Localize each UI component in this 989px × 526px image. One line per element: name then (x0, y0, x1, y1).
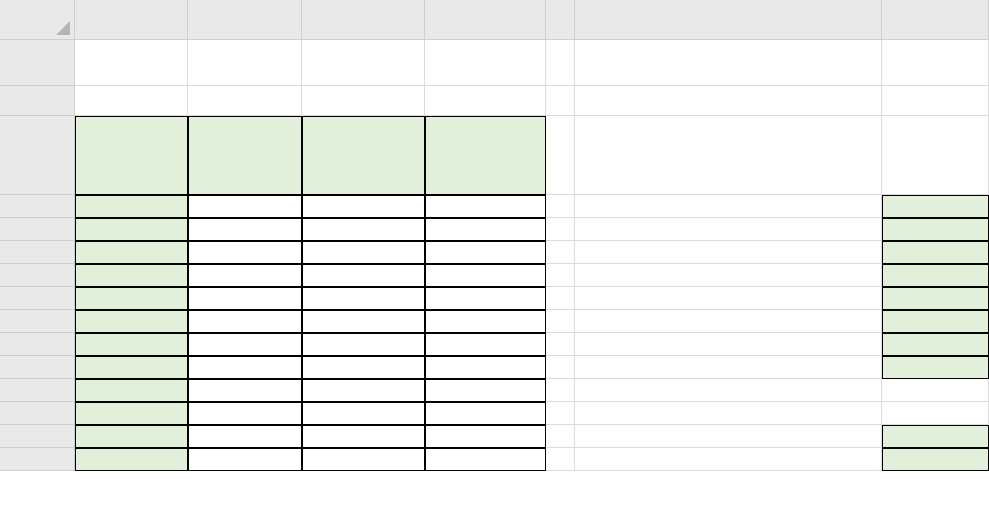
row-header-4[interactable] (0, 195, 75, 218)
sunshine-cell[interactable] (425, 356, 546, 379)
grid-cell[interactable] (546, 241, 575, 264)
grid-cell[interactable] (882, 116, 989, 195)
grid-cell[interactable] (546, 40, 575, 86)
month-cell[interactable] (75, 241, 188, 264)
row-header-10[interactable] (0, 333, 75, 356)
label-cell[interactable] (575, 241, 882, 264)
month-cell[interactable] (75, 218, 188, 241)
temperature-cell[interactable] (188, 379, 302, 402)
row-header-13[interactable] (0, 402, 75, 425)
month-cell[interactable] (75, 333, 188, 356)
temperature-cell[interactable] (188, 402, 302, 425)
temperature-cell[interactable] (188, 264, 302, 287)
grid-cell[interactable] (546, 448, 575, 471)
row-header-6[interactable] (0, 241, 75, 264)
grid-cell[interactable] (546, 425, 575, 448)
sheet-title[interactable] (75, 40, 546, 86)
precipitation-cell[interactable] (302, 195, 425, 218)
answer-cell[interactable] (882, 241, 989, 264)
answer-cell[interactable] (882, 310, 989, 333)
sunshine-cell[interactable] (425, 218, 546, 241)
grid-cell[interactable] (546, 310, 575, 333)
row-header-5[interactable] (0, 218, 75, 241)
row-header-12[interactable] (0, 379, 75, 402)
column-header-e[interactable] (546, 0, 575, 40)
grid-cell[interactable] (546, 356, 575, 379)
row-header-14[interactable] (0, 425, 75, 448)
header-csapadek[interactable] (302, 116, 425, 195)
precipitation-cell[interactable] (302, 356, 425, 379)
sunshine-cell[interactable] (425, 195, 546, 218)
header-napfenytartam[interactable] (425, 116, 546, 195)
row-header-7[interactable] (0, 264, 75, 287)
sunshine-cell[interactable] (425, 310, 546, 333)
grid-cell[interactable] (546, 116, 575, 195)
grid-cell[interactable] (75, 86, 188, 116)
label-cell[interactable] (575, 425, 882, 448)
grid-cell[interactable] (575, 379, 882, 402)
grid-cell[interactable] (546, 195, 575, 218)
answer-cell[interactable] (882, 425, 989, 448)
grid-cell[interactable] (882, 40, 989, 86)
row-header-15[interactable] (0, 448, 75, 471)
row-header-11[interactable] (0, 356, 75, 379)
answer-cell[interactable] (882, 218, 989, 241)
grid-cell[interactable] (546, 333, 575, 356)
grid-cell[interactable] (546, 287, 575, 310)
column-header-d[interactable] (425, 0, 546, 40)
precipitation-cell[interactable] (302, 218, 425, 241)
label-cell[interactable] (575, 287, 882, 310)
grid-cell[interactable] (546, 218, 575, 241)
grid-cell[interactable] (575, 116, 882, 195)
grid-cell[interactable] (882, 379, 989, 402)
label-cell[interactable] (575, 218, 882, 241)
select-all-triangle-icon (56, 21, 70, 35)
month-cell[interactable] (75, 195, 188, 218)
month-cell[interactable] (75, 356, 188, 379)
sunshine-cell[interactable] (425, 241, 546, 264)
header-honapok[interactable] (75, 116, 188, 195)
temperature-cell[interactable] (188, 333, 302, 356)
label-cell[interactable] (575, 333, 882, 356)
grid-cell[interactable] (188, 86, 302, 116)
row-header-1[interactable] (0, 40, 75, 86)
temperature-cell[interactable] (188, 287, 302, 310)
precipitation-cell[interactable] (302, 310, 425, 333)
answer-cell[interactable] (882, 287, 989, 310)
grid-cell[interactable] (302, 86, 425, 116)
column-header-f[interactable] (575, 0, 882, 40)
sunshine-cell[interactable] (425, 425, 546, 448)
column-header-g[interactable] (882, 0, 989, 40)
label-cell[interactable] (575, 310, 882, 333)
precipitation-cell[interactable] (302, 402, 425, 425)
column-header-a[interactable] (75, 0, 188, 40)
sunshine-cell[interactable] (425, 333, 546, 356)
temperature-cell[interactable] (188, 425, 302, 448)
row-header-8[interactable] (0, 287, 75, 310)
row-header-3[interactable] (0, 116, 75, 195)
temperature-cell[interactable] (188, 448, 302, 471)
temperature-cell[interactable] (188, 310, 302, 333)
grid-cell[interactable] (575, 402, 882, 425)
answer-cell[interactable] (882, 356, 989, 379)
answer-cell[interactable] (882, 448, 989, 471)
row-header-2[interactable] (0, 86, 75, 116)
grid-cell[interactable] (546, 264, 575, 287)
month-cell[interactable] (75, 379, 188, 402)
label-cell[interactable] (575, 448, 882, 471)
answer-cell[interactable] (882, 264, 989, 287)
precipitation-cell[interactable] (302, 379, 425, 402)
month-cell[interactable] (75, 425, 188, 448)
temperature-cell[interactable] (188, 241, 302, 264)
precipitation-cell[interactable] (302, 448, 425, 471)
grid-cell[interactable] (882, 86, 989, 116)
precipitation-cell[interactable] (302, 264, 425, 287)
precipitation-cell[interactable] (302, 425, 425, 448)
month-cell[interactable] (75, 264, 188, 287)
temperature-cell[interactable] (188, 218, 302, 241)
grid-cell[interactable] (546, 86, 575, 116)
grid-cell[interactable] (882, 402, 989, 425)
column-header-c[interactable] (302, 0, 425, 40)
grid-cell[interactable] (546, 379, 575, 402)
answer-cell[interactable] (882, 195, 989, 218)
temperature-cell[interactable] (188, 356, 302, 379)
sunshine-cell[interactable] (425, 264, 546, 287)
sunshine-cell[interactable] (425, 402, 546, 425)
label-cell[interactable] (575, 195, 882, 218)
label-cell[interactable] (575, 356, 882, 379)
grid-cell[interactable] (425, 86, 546, 116)
precipitation-cell[interactable] (302, 241, 425, 264)
answer-cell[interactable] (882, 333, 989, 356)
select-all-corner[interactable] (0, 0, 75, 40)
sunshine-cell[interactable] (425, 287, 546, 310)
precipitation-cell[interactable] (302, 333, 425, 356)
header-kozephomerseklet[interactable] (188, 116, 302, 195)
precipitation-cell[interactable] (302, 287, 425, 310)
month-cell[interactable] (75, 402, 188, 425)
temperature-cell[interactable] (188, 195, 302, 218)
sunshine-cell[interactable] (425, 379, 546, 402)
month-cell[interactable] (75, 310, 188, 333)
column-header-b[interactable] (188, 0, 302, 40)
grid-cell[interactable] (546, 402, 575, 425)
month-cell[interactable] (75, 287, 188, 310)
sunshine-cell[interactable] (425, 448, 546, 471)
row-header-9[interactable] (0, 310, 75, 333)
label-cell[interactable] (575, 264, 882, 287)
grid-cell[interactable] (575, 86, 882, 116)
grid-cell[interactable] (575, 40, 882, 86)
month-cell[interactable] (75, 448, 188, 471)
